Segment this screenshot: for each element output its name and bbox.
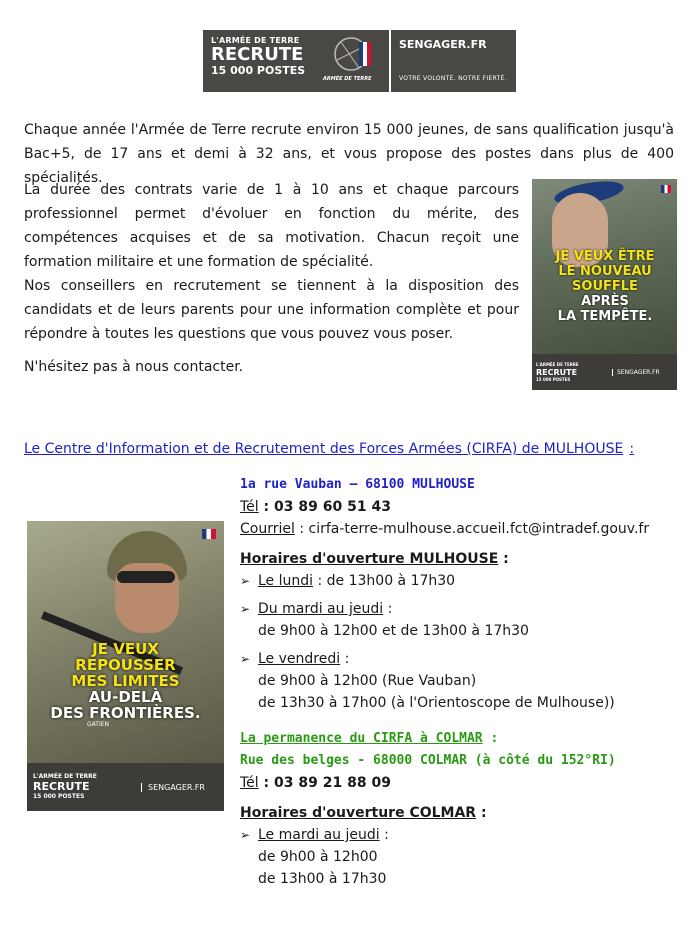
poster2-strip-count: 15 000 POSTES (33, 793, 85, 800)
colmar-day1-row (240, 824, 680, 846)
mulhouse-day2: Du mardi au jeudi (258, 601, 384, 617)
banner-line1: L'ARMÉE DE TERRE (211, 36, 300, 45)
poster2-strip-site: SENGAGER.FR (141, 783, 205, 792)
poster1-strip (532, 354, 677, 390)
poster2-strip (27, 763, 224, 811)
arrow-bullet-icon: ➢ (240, 652, 251, 666)
colmar-hours-title-row (240, 802, 680, 824)
poster2-soldier-name: GATIEN (87, 721, 110, 728)
cirfa-heading (24, 441, 634, 457)
colmar-title-row (240, 728, 680, 750)
poster2-strip-big: RECRUTE (33, 780, 90, 793)
mulhouse-day2-row (240, 598, 680, 620)
mulhouse-phone-label: Tél (240, 499, 259, 515)
poster1-strip-big: RECRUTE (536, 367, 578, 377)
arrow-bullet-icon: ➢ (240, 574, 251, 588)
sunglasses-shape (117, 571, 175, 583)
colmar-phone-row (240, 772, 680, 794)
mulhouse-day3-colon: : (340, 651, 350, 667)
mulhouse-day3-hours-b: de 13h30 à 17h00 (à l'Orientoscope de Mulhouse)) (258, 695, 615, 711)
poster2-slogan-2: REPOUSSER (75, 656, 176, 674)
poster2-strip-text (27, 773, 105, 801)
intro-paragraph-3: Nos conseillers en recrutement se tiennent à la disposition des candidats et de leurs parents pour une information complète et pour répondre à toutes les questions que vous pouvez vous poser. (24, 278, 519, 342)
recruitment-poster-2 (27, 521, 224, 811)
poster2-slogan (33, 641, 218, 721)
mulhouse-hours-colon: : (498, 551, 509, 567)
intro-paragraph-1: Chaque année l'Armée de Terre recrute environ 15 000 jeunes, de sans qualification jusqu'à Bac+5, de 17 ans et demi à 32 ans, et vous propose des postes dans plus de 400 spécialités. (24, 122, 674, 186)
mulhouse-hours-title-row (240, 548, 680, 570)
cirfa-heading-colon: : (629, 441, 635, 457)
banner-line3: 15 000 POSTES (211, 64, 306, 77)
mulhouse-day1-hours: : de 13h00 à 17h30 (313, 573, 456, 589)
poster1-slogan-3: SOUFFLE (572, 279, 638, 294)
mulhouse-email-row (240, 518, 680, 540)
mulhouse-phone-row (240, 496, 680, 518)
poster1-strip-small: L'ARMÉE DE TERRE (536, 361, 579, 367)
poster2-slogan-3: MES LIMITES (71, 672, 180, 690)
banner-line2: RECRUTE (211, 44, 304, 65)
french-flag-icon (661, 185, 671, 193)
poster1-slogan-1: JE VEUX ÊTRE (555, 249, 655, 264)
recruitment-banner (203, 30, 516, 92)
intro-paragraph-4: N'hésitez pas à nous contacter. (24, 359, 244, 375)
banner-site-block (391, 30, 516, 92)
mulhouse-day2-hours: de 9h00 à 12h00 et de 13h00 à 17h30 (258, 623, 529, 639)
arrow-bullet-icon: ➢ (240, 828, 251, 842)
colmar-phone[interactable]: : 03 89 21 88 09 (258, 775, 391, 791)
colmar-phone-label: Tél (240, 775, 259, 791)
poster2-strip-small: L'ARMÉE DE TERRE (33, 773, 97, 780)
poster2-slogan-5: DES FRONTIÈRES. (50, 704, 201, 722)
colmar-day1: Le mardi au jeudi (258, 827, 380, 843)
poster1-strip-site: SENGAGER.FR (612, 369, 660, 376)
colmar-hours-colon: : (476, 805, 487, 821)
mulhouse-email[interactable]: : cirfa-terre-mulhouse.accueil.fct@intradef.gouv.fr (294, 521, 650, 537)
banner-site: SENGAGER.FR (399, 38, 487, 51)
poster1-slogan-2: LE NOUVEAU (558, 264, 652, 279)
cirfa-heading-text: Le Centre d'Information et de Recrutement des Forces Armées (CIRFA) de MULHOUSE (24, 441, 624, 457)
mulhouse-day3: Le vendredi (258, 651, 341, 667)
poster1-slogan-5: LA TEMPÊTE. (557, 309, 653, 324)
banner-text-block (203, 30, 321, 92)
colmar-day1-hours-b: de 13h00 à 17h30 (258, 871, 387, 887)
intro-paragraph-2: La durée des contrats varie de 1 à 10 ans et chaque parcours professionnel permet d'évoluer en fonction du mérite, des compétences acquises et de sa motivation. Chacun reçoit une formation militaire et une formation de spécialité. (24, 182, 519, 270)
army-logo-icon (321, 30, 389, 92)
colmar-day1-hours-a: de 9h00 à 12h00 (258, 849, 378, 865)
mulhouse-day2-colon: : (383, 601, 393, 617)
poster1-strip-count: 15 000 POSTES (536, 376, 571, 382)
mulhouse-day3-row (240, 648, 680, 670)
mulhouse-day1-row (240, 570, 680, 592)
contact-info-column (240, 474, 680, 890)
colmar-day1-colon: : (379, 827, 389, 843)
arrow-bullet-icon: ➢ (240, 602, 251, 616)
french-flag-icon (202, 529, 216, 539)
mulhouse-hours-title: Horaires d'ouverture MULHOUSE (240, 551, 499, 567)
colmar-title-colon: : (482, 731, 499, 746)
poster1-strip-text (532, 362, 590, 383)
colmar-address: Rue des belges - 68000 COLMAR (à côté du 152°RI) (240, 753, 616, 768)
mulhouse-address: 1a rue Vauban – 68100 MULHOUSE (240, 477, 475, 492)
army-logo-caption: ARMÉE DE TERRE (323, 76, 372, 82)
colmar-hours-title: Horaires d'ouverture COLMAR (240, 805, 477, 821)
mulhouse-day3-hours-a: de 9h00 à 12h00 (Rue Vauban) (258, 673, 477, 689)
army-logo (321, 30, 391, 92)
mulhouse-day1: Le lundi (258, 573, 314, 589)
banner-tagline: VOTRE VOLONTÉ. NOTRE FIERTÉ. (399, 75, 507, 82)
mulhouse-phone[interactable]: : 03 89 60 51 43 (258, 499, 391, 515)
poster2-slogan-1: JE VEUX (92, 640, 159, 658)
recruitment-poster-1 (532, 179, 677, 390)
poster2-slogan-4: AU-DELÀ (88, 688, 163, 706)
colmar-title: La permanence du CIRFA à COLMAR (240, 731, 483, 746)
poster1-slogan-4: APRÈS (581, 294, 629, 309)
poster1-slogan (540, 249, 670, 324)
mulhouse-email-label: Courriel (240, 521, 295, 537)
